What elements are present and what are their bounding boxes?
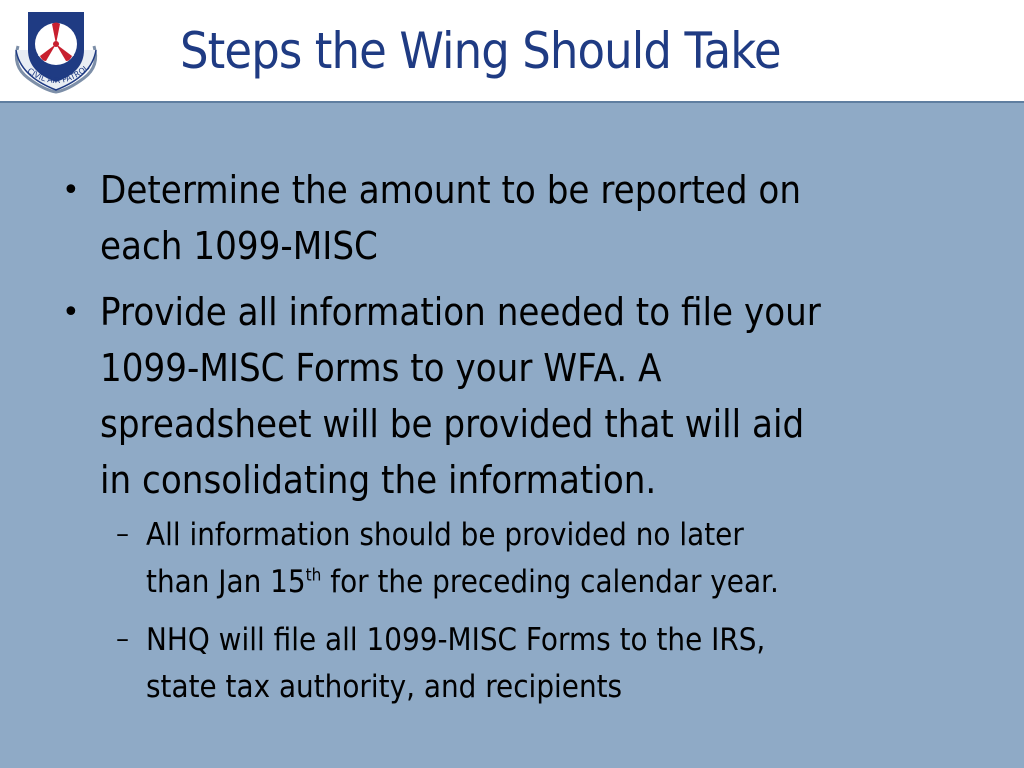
subbullet-line: NHQ will file all 1099-MISC Forms to the IRS, [146, 622, 766, 658]
bullet-line: 1099-MISC Forms to your WFA. A [100, 346, 662, 390]
bullet-line: each 1099-MISC [100, 224, 378, 268]
bullet-item [100, 284, 821, 508]
subbullet-item [146, 512, 779, 606]
bullet-marker: • [62, 173, 80, 208]
subbullet-marker: – [116, 624, 129, 654]
subbullet-marker: – [116, 519, 129, 549]
bullet-item [100, 162, 801, 274]
slide-title: Steps the Wing Should Take [180, 22, 781, 80]
slide-header [0, 0, 1024, 101]
subbullet-item [146, 617, 765, 711]
bullet-line: in consolidating the information. [100, 458, 657, 502]
civil-air-patrol-logo [10, 6, 102, 96]
bullet-line: spreadsheet will be provided that will aid [100, 402, 805, 446]
subbullet-line: state tax authority, and recipients [146, 669, 623, 705]
subbullet-line: than Jan 15th for the preceding calendar year. [146, 564, 779, 600]
superscript: th [305, 565, 322, 586]
content-panel [0, 101, 1024, 768]
logo-text: CIVIL AIR PATROL [25, 63, 91, 86]
bullet-marker: • [62, 295, 80, 330]
bullet-line: Determine the amount to be reported on [100, 168, 802, 212]
subbullet-line: All information should be provided no later [146, 517, 744, 553]
bullet-line: Provide all information needed to file your [100, 290, 821, 334]
